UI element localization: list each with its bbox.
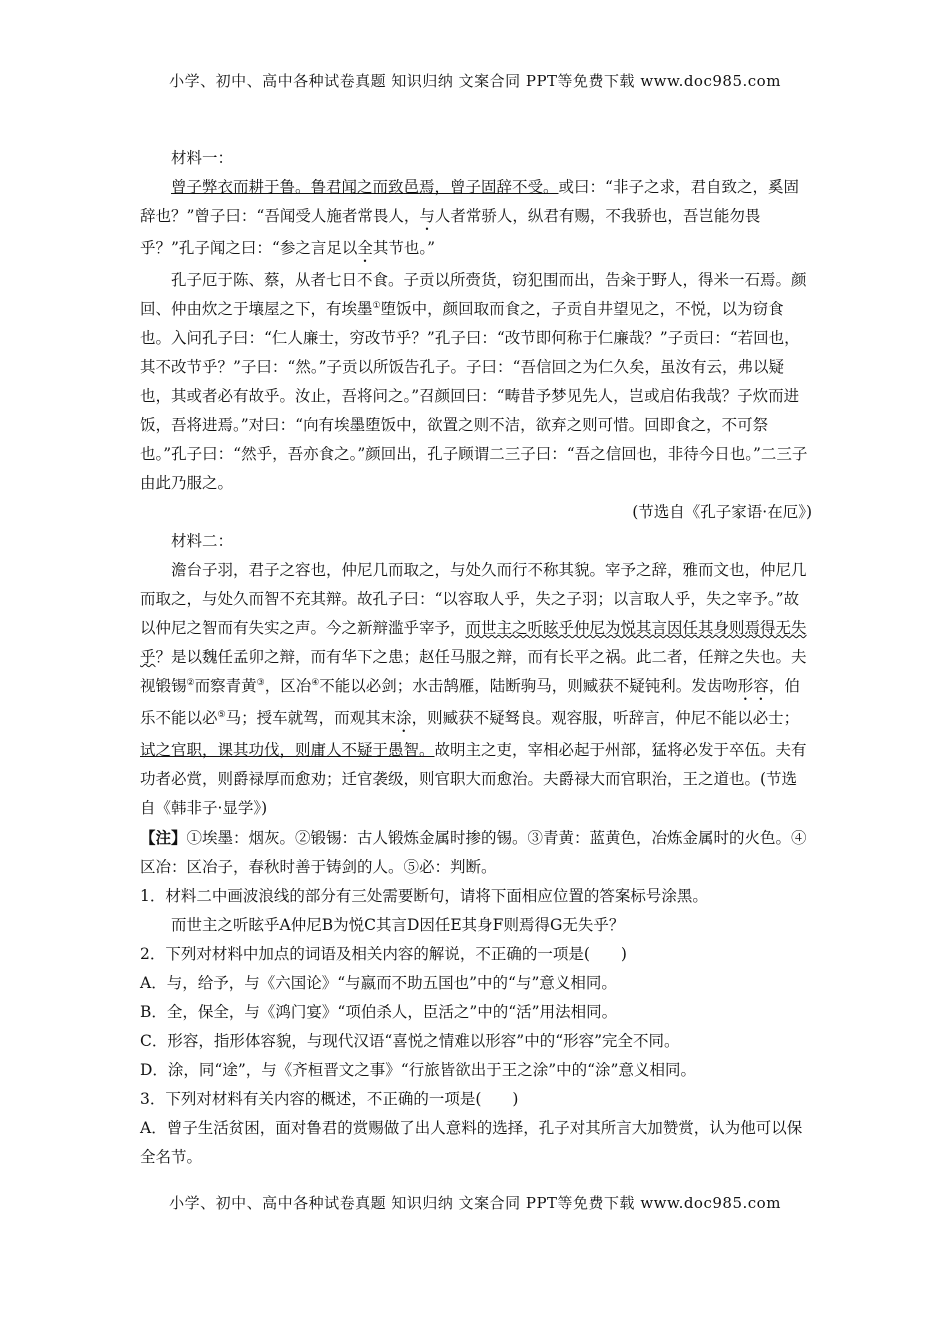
document-body <box>140 144 812 1172</box>
material-two-paragraph <box>140 556 812 823</box>
text-run: 不能以必剑；水击鹄雁，陆断驹马，则臧获不疑钝利。发齿吻 <box>319 677 738 695</box>
text-run: 故明主之吏，宰相必起于州部，猛将必发于卒伍。夫有功者必赏，则爵禄厚而愈劝；迁官袭级，则官职大而愈治。夫爵禄大而官职治，王之道也。(节选自《韩非子·显学》) <box>140 741 807 817</box>
material-two-title: 材料二： <box>171 532 234 550</box>
wavy-underlined-passage: 而世主之听眩乎仲尼为悦其言因任其身则焉得无失乎 <box>140 619 807 666</box>
material-one-title: 材料一： <box>171 149 234 167</box>
question-2-option-a: A．与，给予，与《六国论》“与嬴而不助五国也”中的“与”意义相同。 <box>140 974 617 992</box>
underlined-sentence-2: 试之官职，课其功伐，则庸人不疑于愚智。 <box>140 741 435 759</box>
text-run: 澹台子羽，君子之容也，仲尼几而取之，与处久而行不称其貌。宰予之辞，雅而文也，仲尼几而取之，与处久而智不充其辩。故孔子曰：“以容取人乎，失之子羽；以言取人乎，失之宰予。”故以仲尼之智而有失实之声。今之新辩滥乎宰予， <box>140 561 807 637</box>
dotted-word-yu: 与 <box>419 207 435 225</box>
page-header: 小学、初中、高中各种试卷真题 知识归纳 文案合同 PPT等免费下载 www.doc985.com <box>169 72 781 90</box>
annotation-note <box>140 823 812 882</box>
text-run: ，伯乐不能以必 <box>140 677 800 727</box>
question-2-option-b: B．全，保全，与《鸿门宴》“项伯杀人，臣活之”中的“活”用法相同。 <box>140 1003 618 1021</box>
dotted-word-tu: 涂 <box>396 709 412 727</box>
question-2-option-c: C．形容，指形体容貌，与现代汉语“喜悦之情难以形容”中的“形容”完全不同。 <box>140 1032 680 1050</box>
footnote-marker-2: ② <box>186 677 195 688</box>
text-run: 孔子厄于陈、蔡，从者七日不食。子贡以所赍货，窃犯围而出，告籴于野人，得米一石焉。颜回、仲由炊之于壤屋之下，有埃墨 <box>140 271 807 318</box>
dotted-word-quan: 全 <box>357 239 373 257</box>
question-3-option-a: A．曾子生活贫困，面对鲁君的赏赐做了出人意料的选择，孔子对其所言大加赞赏，认为他可以保全名节。 <box>140 1119 803 1166</box>
text-run: ，区冶 <box>264 677 312 695</box>
text-run: ？是以魏任孟卯之辩，而有华下之患；赵任马服之辩，而有长平之祸。此二者，任辩之失也。夫视锻锡 <box>140 648 807 695</box>
note-text: ①埃墨：烟灰。②锻锡：古人锻炼金属时掺的锡。③青黄：蓝黄色，冶炼金属时的火色。④区冶：区冶子，春秋时善于铸剑的人。⑤必：判断。 <box>140 829 807 876</box>
dotted-word-xingrong: 形容 <box>737 677 769 695</box>
text-run: 而察青黄 <box>194 677 257 695</box>
material-one-source: (节选自《孔子家语·在厄》) <box>632 503 812 521</box>
text-run: 马；授车就驾，而观其末 <box>225 709 397 727</box>
question-2-option-d: D．涂，同“途”，与《齐桓晋文之事》“行旅皆欲出于王之涂”中的“涂”意义相同。 <box>140 1061 696 1079</box>
question-3: 3．下列对材料有关内容的概述，不正确的一项是( ) <box>140 1090 519 1108</box>
text-run: 堕饭中，颜回取而食之，子贡自井望见之，不悦，以为窃食也。入问孔子曰：“仁人廉士，穷改节乎？”孔子曰：“改节即何称于仁廉哉？”子贡曰：“若回也，其不改节乎？”子曰：“然。”子贡以所饭告孔子。子曰：“吾信回之为仁久矣，虽汝有云，弗以疑也，其或者必有故乎。汝止，吾将问之。”召颜回曰：“畴昔予梦见先人，岂或启佑我哉？子炊而进饭，吾将进焉。”对曰：“向有埃墨堕饭中，欲置之则不洁，欲弃之则可惜。回即食之，不可祭也。”孔子曰：“然乎，吾亦食之。”颜回出，孔子顾谓二三子曰：“吾之信回也，非待今日也。”二三子由此乃服之。 <box>140 300 808 492</box>
footnote-marker-3: ③ <box>256 677 265 688</box>
question-1-sentence: 而世主之听眩乎A仲尼B为悦C其言D因任E其身F则焉得G无失乎？ <box>171 916 625 934</box>
note-tag: 【注】 <box>140 828 187 847</box>
material-one-paragraph-2 <box>140 266 812 498</box>
footnote-marker-5: ⑤ <box>217 709 226 720</box>
footnote-marker-1: ① <box>372 300 381 311</box>
text-run: 人者常骄人，纵君有赐，不我骄也，吾岂能勿畏乎？”孔子闻之曰：“参之言足以 <box>140 207 761 257</box>
text-run: 其节也。” <box>372 239 436 257</box>
page-footer: 小学、初中、高中各种试卷真题 知识归纳 文案合同 PPT等免费下载 www.doc985.com <box>169 1194 781 1212</box>
text-run: ，则臧获不疑驽良。观容服，听辞言，仲尼不能以必士； <box>411 709 800 727</box>
text-run: 或曰：“非子之求，君自致之，奚固辞也？”曾子曰：“吾闻受人施者常畏人， <box>140 178 799 225</box>
material-one-paragraph-1 <box>140 173 812 266</box>
question-1: 1．材料二中画波浪线的部分有三处需要断句，请将下面相应位置的答案标号涂黑。 <box>140 887 708 905</box>
underlined-sentence-1: 曾子弊衣而耕于鲁。鲁君闻之而致邑焉，曾子固辞不受。 <box>171 178 559 196</box>
footnote-marker-4: ④ <box>311 677 320 688</box>
question-2: 2．下列对材料中加点的词语及相关内容的解说，不正确的一项是( ) <box>140 945 627 963</box>
